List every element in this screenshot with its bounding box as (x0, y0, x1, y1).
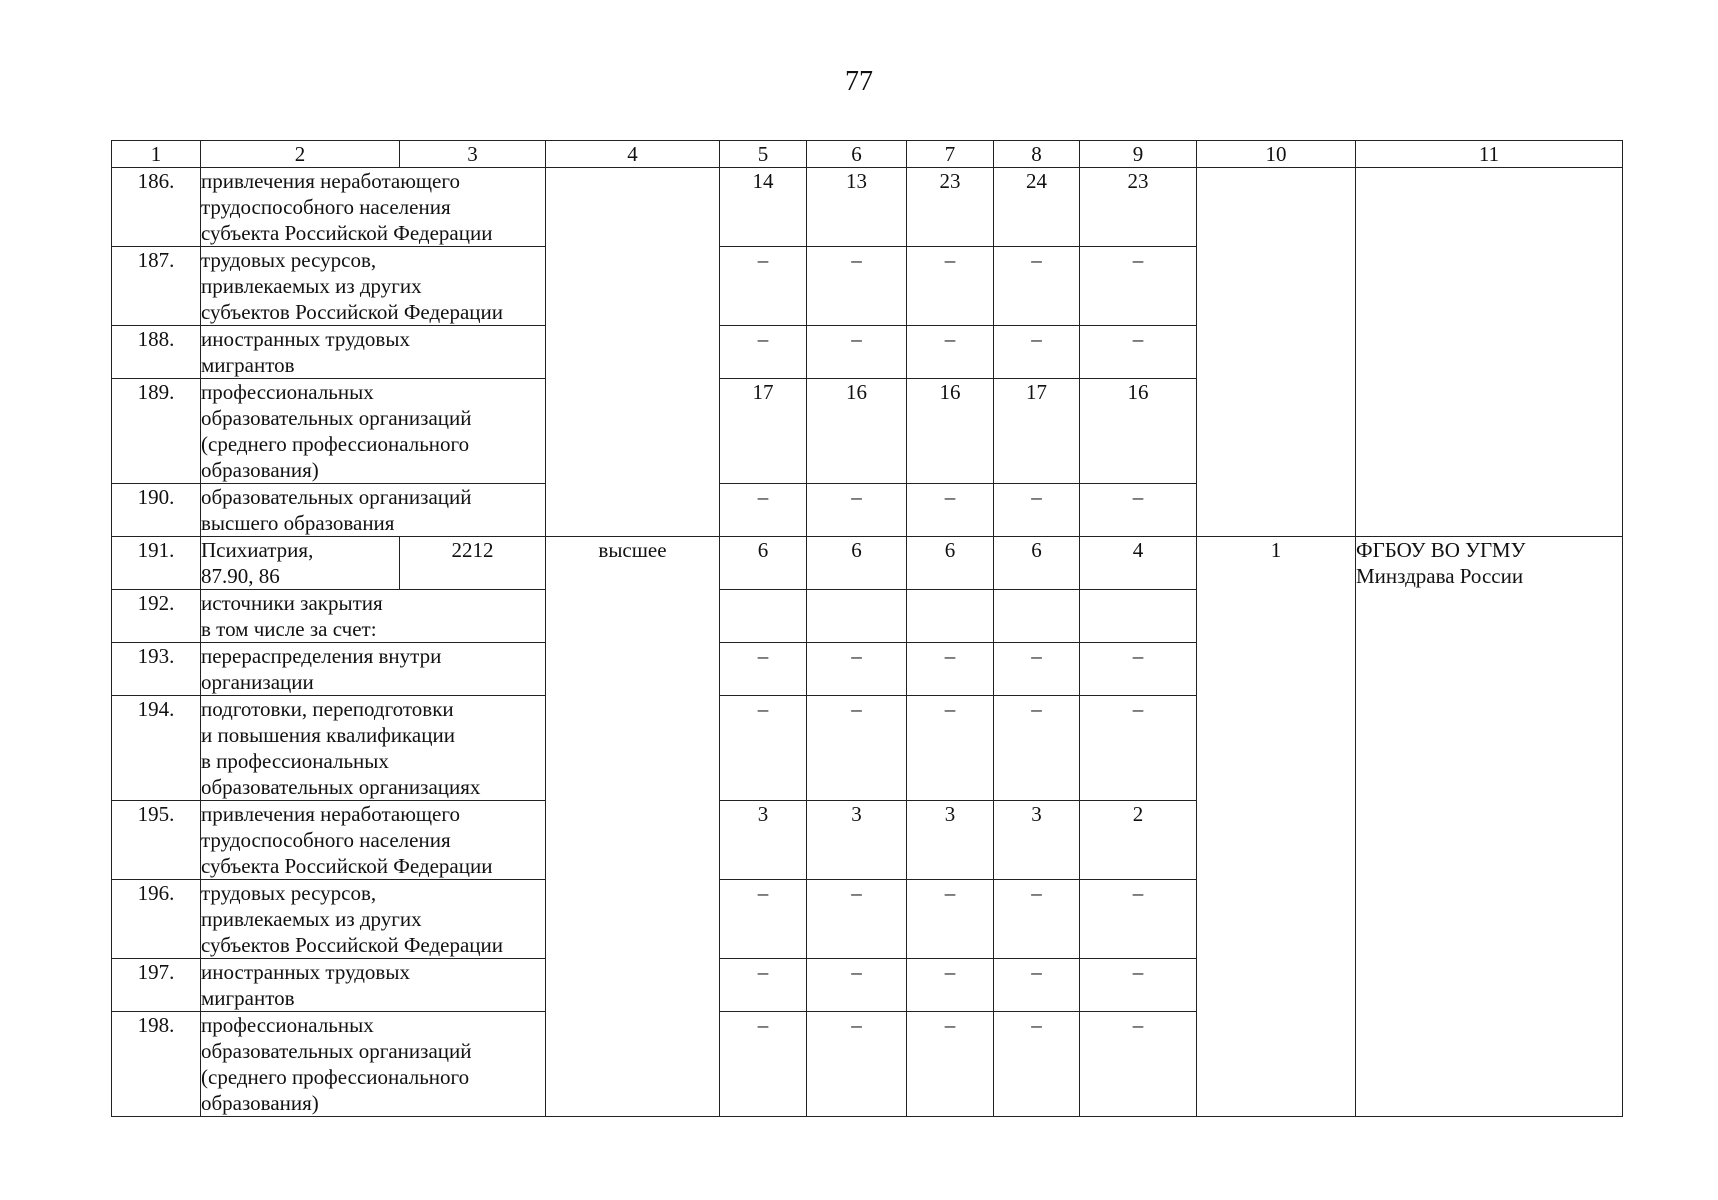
row-number: 189. (112, 379, 201, 484)
page-number: 77 (845, 66, 873, 97)
value-col-7: 16 (907, 379, 994, 484)
column-header-1: 1 (112, 141, 201, 168)
row-label-line: образовательных организаций (201, 406, 472, 430)
row-label-line: профессиональных (201, 380, 374, 404)
value-col-8: – (994, 1012, 1080, 1117)
column-header-4: 4 (546, 141, 720, 168)
value-col-9: – (1080, 484, 1197, 537)
value-col-6: 13 (807, 168, 907, 247)
row-label (201, 880, 546, 959)
row-label (201, 801, 546, 880)
row-label-line: высшего образования (201, 511, 395, 535)
row-label-line: субъекта Российской Федерации (201, 221, 493, 245)
value-col-8: 17 (994, 379, 1080, 484)
row-label-line: образовательных организаций (201, 485, 472, 509)
value-col-9: 23 (1080, 168, 1197, 247)
value-col-8: – (994, 959, 1080, 1012)
column-header-5: 5 (720, 141, 807, 168)
row-label-line: (среднего профессионального (201, 1065, 470, 1089)
row-label-line: субъектов Российской Федерации (201, 933, 504, 957)
row-number: 195. (112, 801, 201, 880)
row-number: 190. (112, 484, 201, 537)
value-col-6: 3 (807, 801, 907, 880)
value-col-8: – (994, 247, 1080, 326)
value-col-6: – (807, 484, 907, 537)
value-col-5: – (720, 484, 807, 537)
row-number: 196. (112, 880, 201, 959)
value-col-6: 6 (807, 537, 907, 590)
value-col-7: 3 (907, 801, 994, 880)
value-col-6: – (807, 326, 907, 379)
row-label-line: образовательных организаций (201, 1039, 472, 1063)
column-header-7: 7 (907, 141, 994, 168)
column-10-value (1197, 168, 1356, 537)
value-col-5: 14 (720, 168, 807, 247)
row-label-line: трудоспособного населения (201, 195, 451, 219)
organization-name-line: Минздрава России (1356, 564, 1524, 588)
row-number: 188. (112, 326, 201, 379)
value-col-7 (907, 590, 994, 643)
row-label-line: иностранных трудовых (201, 960, 410, 984)
row-label-line: иностранных трудовых (201, 327, 410, 351)
value-col-9: – (1080, 1012, 1197, 1117)
organization-name-line: ФГБОУ ВО УГМУ (1356, 538, 1526, 562)
value-col-5: – (720, 959, 807, 1012)
row-label-line: Психиатрия, (201, 538, 314, 562)
value-col-8: – (994, 696, 1080, 801)
row-label-line: трудовых ресурсов, (201, 248, 377, 272)
value-col-8: 6 (994, 537, 1080, 590)
row-label-line: источники закрытия (201, 591, 383, 615)
row-label (201, 643, 546, 696)
row-label-line: привлекаемых из других (201, 907, 422, 931)
header-row (112, 141, 1623, 168)
row-label (201, 484, 546, 537)
row-number: 191. (112, 537, 201, 590)
value-col-7: 23 (907, 168, 994, 247)
value-col-7: – (907, 959, 994, 1012)
value-col-5: 6 (720, 537, 807, 590)
row-number: 197. (112, 959, 201, 1012)
value-col-9 (1080, 590, 1197, 643)
value-col-7: – (907, 1012, 994, 1117)
value-col-9: – (1080, 880, 1197, 959)
organization-name (1356, 537, 1623, 1117)
row-label (201, 168, 546, 247)
value-col-8: 24 (994, 168, 1080, 247)
value-col-9: – (1080, 326, 1197, 379)
row-label-line: (среднего профессионального (201, 432, 470, 456)
column-header-6: 6 (807, 141, 907, 168)
row-number: 186. (112, 168, 201, 247)
row-label-line: перераспределения внутри (201, 644, 442, 668)
row-label (201, 696, 546, 801)
value-col-6 (807, 590, 907, 643)
row-label-line: привлечения неработающего (201, 802, 460, 826)
column-10-value: 1 (1197, 537, 1356, 1117)
value-col-5: 17 (720, 379, 807, 484)
row-label-line: привлечения неработающего (201, 169, 460, 193)
column-header-8: 8 (994, 141, 1080, 168)
value-col-8: – (994, 326, 1080, 379)
value-col-9: – (1080, 247, 1197, 326)
row-label-line: организации (201, 670, 314, 694)
value-col-9: – (1080, 643, 1197, 696)
education-level (546, 168, 720, 537)
table-row (112, 537, 1623, 590)
row-label (201, 379, 546, 484)
value-col-5: – (720, 1012, 807, 1117)
data-table (111, 140, 1623, 1117)
row-label-line: субъекта Российской Федерации (201, 854, 493, 878)
row-label-line: в профессиональных (201, 749, 389, 773)
row-label-line: образования) (201, 458, 319, 482)
value-col-5: – (720, 880, 807, 959)
value-col-8: 3 (994, 801, 1080, 880)
row-number: 187. (112, 247, 201, 326)
value-col-5: – (720, 696, 807, 801)
value-col-9: 2 (1080, 801, 1197, 880)
row-label (201, 959, 546, 1012)
value-col-9: – (1080, 696, 1197, 801)
row-label-line: мигрантов (201, 986, 295, 1010)
row-label-line: подготовки, переподготовки (201, 697, 454, 721)
value-col-6: – (807, 696, 907, 801)
column-header-11: 11 (1356, 141, 1623, 168)
value-col-7: – (907, 696, 994, 801)
column-header-3: 3 (400, 141, 546, 168)
value-col-6: – (807, 880, 907, 959)
value-col-8: – (994, 484, 1080, 537)
organization-name (1356, 168, 1623, 537)
value-col-5 (720, 590, 807, 643)
table-row (112, 168, 1623, 247)
education-level: высшее (546, 537, 720, 1117)
row-label (201, 537, 400, 590)
row-label (201, 326, 546, 379)
column-header-10: 10 (1197, 141, 1356, 168)
row-label-line: субъектов Российской Федерации (201, 300, 504, 324)
row-label-line: профессиональных (201, 1013, 374, 1037)
row-label (201, 590, 546, 643)
column-header-2: 2 (201, 141, 400, 168)
row-label-line: в том числе за счет: (201, 617, 377, 641)
value-col-6: – (807, 959, 907, 1012)
row-label (201, 247, 546, 326)
value-col-6: 16 (807, 379, 907, 484)
value-col-9: – (1080, 959, 1197, 1012)
value-col-5: – (720, 326, 807, 379)
value-col-8: – (994, 880, 1080, 959)
row-label-line: образования) (201, 1091, 319, 1115)
value-col-8 (994, 590, 1080, 643)
value-col-5: – (720, 643, 807, 696)
column-header-9: 9 (1080, 141, 1197, 168)
value-col-9: 16 (1080, 379, 1197, 484)
row-number: 198. (112, 1012, 201, 1117)
row-label-line: трудоспособного населения (201, 828, 451, 852)
row-number: 193. (112, 643, 201, 696)
value-col-8: – (994, 643, 1080, 696)
row-number: 194. (112, 696, 201, 801)
row-label-line: трудовых ресурсов, (201, 881, 377, 905)
row-label (201, 1012, 546, 1117)
value-col-5: – (720, 247, 807, 326)
row-label-line: мигрантов (201, 353, 295, 377)
value-col-7: – (907, 484, 994, 537)
row-number: 192. (112, 590, 201, 643)
value-col-9: 4 (1080, 537, 1197, 590)
row-label-line: привлекаемых из других (201, 274, 422, 298)
row-label-line: 87.90, 86 (201, 564, 280, 588)
value-col-5: 3 (720, 801, 807, 880)
value-col-7: 6 (907, 537, 994, 590)
row-label-line: образовательных организациях (201, 775, 481, 799)
specialty-code: 2212 (400, 537, 546, 590)
row-label-line: и повышения квалификации (201, 723, 455, 747)
value-col-6: – (807, 643, 907, 696)
value-col-7: – (907, 880, 994, 959)
value-col-6: – (807, 1012, 907, 1117)
value-col-6: – (807, 247, 907, 326)
value-col-7: – (907, 247, 994, 326)
value-col-7: – (907, 643, 994, 696)
value-col-7: – (907, 326, 994, 379)
